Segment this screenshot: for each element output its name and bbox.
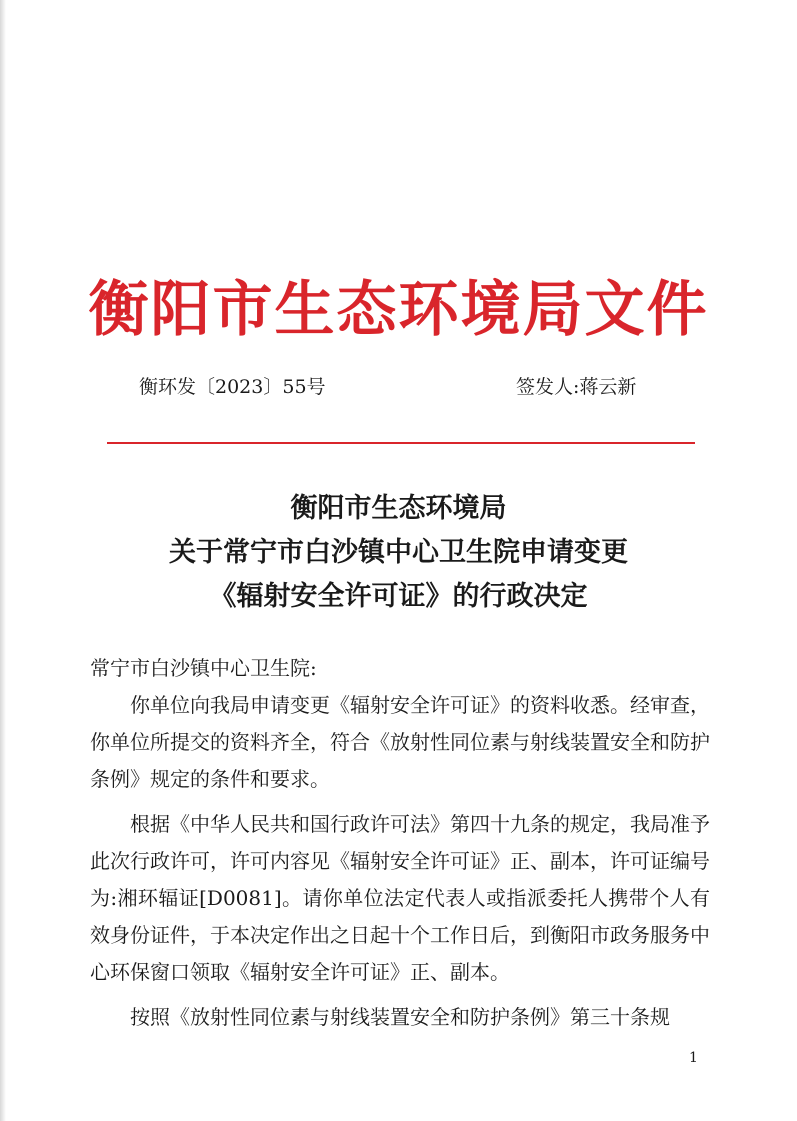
document-title [0, 487, 797, 619]
issuer-signature-line: 签发人:蒋云新 [516, 376, 637, 398]
document-number: 衡环发〔2023〕55号 [139, 376, 326, 398]
body-paragraph-3: 按照《放射性同位素与射线装置安全和防护条例》第三十条规 [130, 1005, 670, 1029]
body-paragraph-2: 根据《中华人民共和国行政许可法》第四十九条的规定，我局准予此次行政许可，许可内容见《辐射安全许可证》正、副本，许可证编号为:湘环辐证[D0081]。请你单位法定代表人或指派委托人携带个人有效身份证件，于本决定作出之日起十个工作日后，到衡阳市政务服务中心环保窗口领取《辐射安全许可证》正、副本。 [90, 812, 710, 984]
title-line-1: 衡阳市生态环境局 [290, 493, 507, 524]
addressee: 常宁市白沙镇中心卫生院: [90, 656, 317, 680]
document-body [90, 650, 710, 1036]
body-paragraph-1: 你单位向我局申请变更《辐射安全许可证》的资料收悉。经审查，你单位所提交的资料齐全，符合《放射性同位素与射线装置安全和防护条例》规定的条件和要求。 [90, 693, 710, 791]
page-number: 1 [689, 1050, 698, 1066]
title-line-3: 《辐射安全许可证》的行政决定 [209, 581, 588, 612]
title-line-2: 关于常宁市白沙镇中心卫生院申请变更 [169, 537, 628, 568]
document-header-title: 衡阳市生态环境局文件 [88, 275, 709, 345]
red-separator-line [107, 442, 695, 444]
